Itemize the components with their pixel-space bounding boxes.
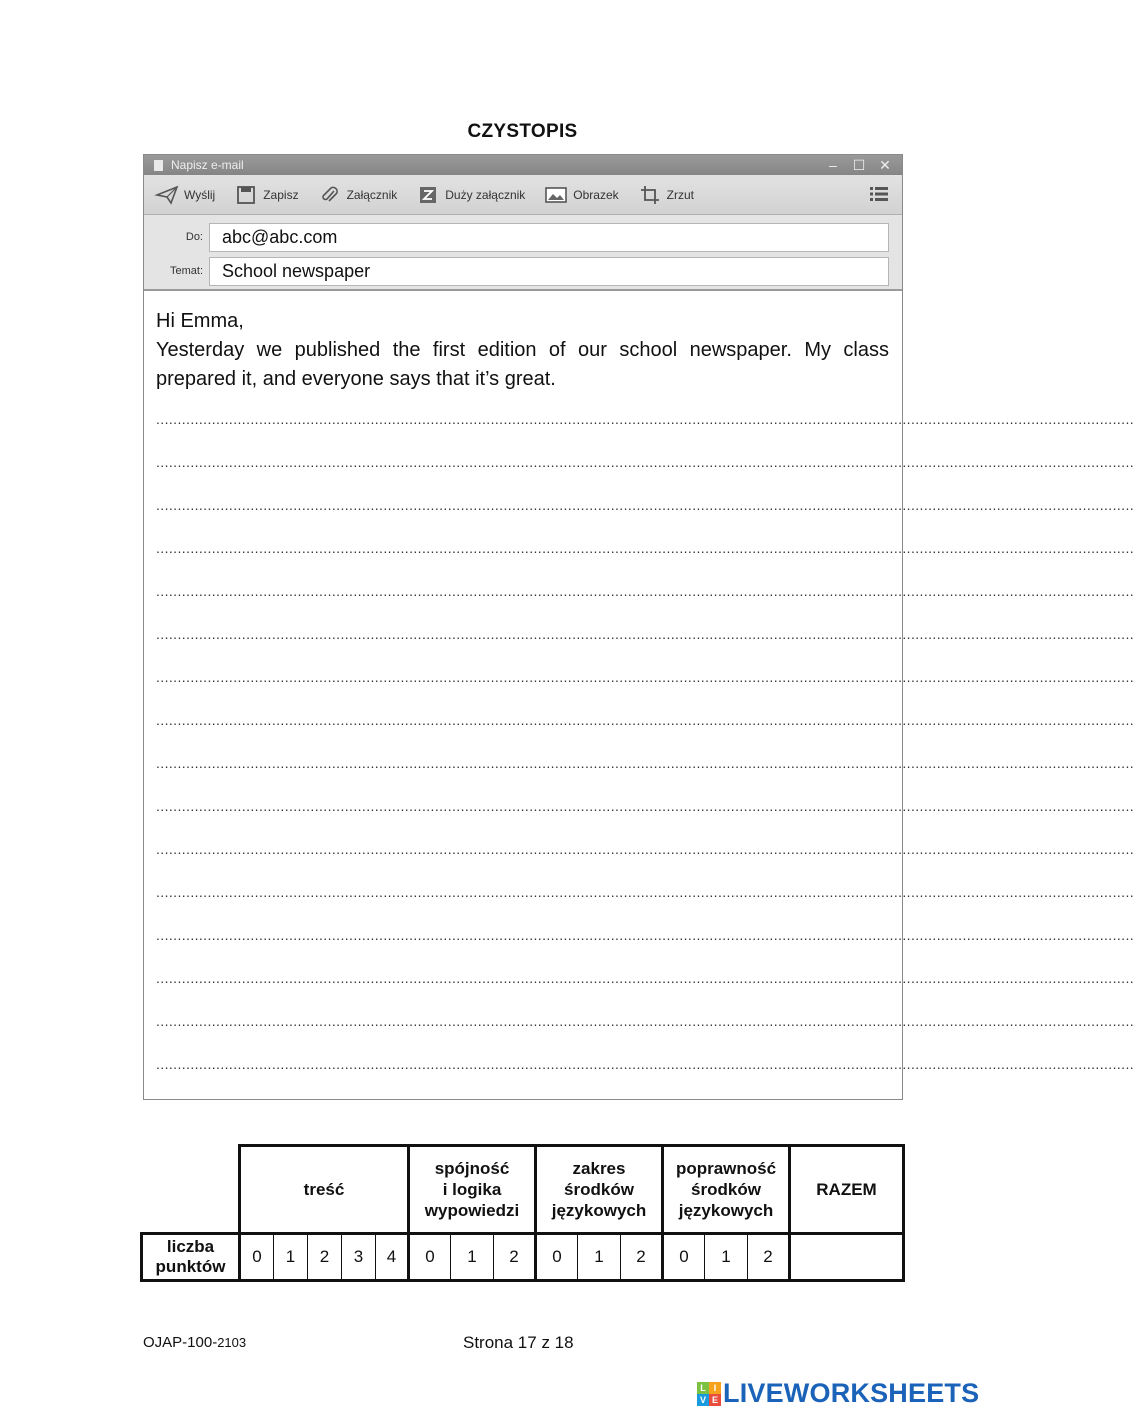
greeting-text: Hi Emma, [156, 310, 244, 332]
point-cell[interactable]: 2 [748, 1234, 790, 1281]
close-icon[interactable]: ✕ [879, 157, 891, 173]
writing-line[interactable]: .................................................................................................................................................................................................................................... [156, 755, 1134, 771]
logo-letter: E [709, 1394, 721, 1406]
points-row [142, 1234, 904, 1281]
total-cell[interactable] [790, 1234, 904, 1281]
minimize-icon[interactable]: – [829, 157, 837, 173]
point-cell[interactable]: 3 [342, 1234, 376, 1281]
writing-line[interactable]: .................................................................................................................................................................................................................................... [156, 712, 1134, 728]
writing-line[interactable]: .................................................................................................................................................................................................................................... [156, 454, 1134, 470]
menu-icon[interactable] [870, 186, 888, 207]
send-icon [156, 185, 178, 205]
send-button[interactable] [156, 185, 215, 205]
writing-line[interactable]: .................................................................................................................................................................................................................................... [156, 411, 1134, 427]
points-row-label: liczba punktów [142, 1234, 240, 1281]
writing-line[interactable]: .................................................................................................................................................................................................................................... [156, 798, 1134, 814]
writing-line[interactable]: .................................................................................................................................................................................................................................... [156, 669, 1134, 685]
email-body[interactable] [144, 291, 1134, 1086]
paperclip-icon [319, 185, 341, 205]
attachment-label: Załącznik [346, 187, 398, 202]
point-cell[interactable]: 1 [274, 1234, 308, 1281]
point-cell[interactable]: 0 [663, 1234, 705, 1281]
image-button[interactable] [545, 185, 618, 205]
header-razem: RAZEM [790, 1146, 904, 1234]
point-cell[interactable]: 2 [621, 1234, 663, 1281]
save-button[interactable] [235, 185, 298, 205]
writing-line[interactable]: .................................................................................................................................................................................................................................... [156, 927, 1134, 943]
window-title: Napisz e-mail [171, 158, 244, 172]
writing-line[interactable]: .................................................................................................................................................................................................................................... [156, 583, 1134, 599]
save-label: Zapisz [263, 187, 299, 202]
point-cell[interactable]: 0 [409, 1234, 451, 1281]
large-attachment-icon [417, 185, 439, 205]
screenshot-icon [639, 185, 661, 205]
writing-line[interactable]: .................................................................................................................................................................................................................................... [156, 1056, 1134, 1072]
body-paragraph: Yesterday we published the first edition of our school newspaper. My class prepared it, and everyone says that it’s great. [156, 339, 889, 390]
window-controls [826, 156, 892, 174]
screenshot-button[interactable] [639, 185, 694, 205]
header-tresc: treść [240, 1146, 409, 1234]
to-field[interactable]: abc@abc.com [209, 223, 889, 252]
large-attachment-label: Duży załącznik [445, 187, 526, 202]
scoring-table [140, 1144, 905, 1282]
point-cell[interactable]: 0 [536, 1234, 578, 1281]
attachment-button[interactable] [319, 185, 398, 205]
email-window [143, 154, 1134, 1100]
image-label: Obrazek [573, 187, 619, 202]
header-spojnosc: spójność i logika wypowiedzi [409, 1146, 536, 1234]
point-cell[interactable]: 0 [240, 1234, 274, 1281]
image-icon [545, 185, 567, 205]
point-cell[interactable]: 1 [705, 1234, 748, 1281]
large-attachment-button[interactable] [417, 185, 525, 205]
point-cell[interactable]: 4 [376, 1234, 409, 1281]
subject-row [144, 255, 902, 287]
window-titlebar [144, 155, 902, 175]
point-cell[interactable]: 1 [578, 1234, 621, 1281]
to-label: Do: [185, 231, 203, 243]
liveworksheets-brand [697, 1378, 979, 1409]
writing-line[interactable]: .................................................................................................................................................................................................................................... [156, 970, 1134, 986]
liveworksheets-logo [697, 1382, 721, 1406]
logo-letter: L [697, 1382, 709, 1394]
brand-text: LIVEWORKSHEETS [723, 1378, 980, 1408]
point-cell[interactable]: 2 [308, 1234, 342, 1281]
point-cell[interactable]: 2 [494, 1234, 536, 1281]
page-number: Strona 17 z 18 [463, 1333, 574, 1352]
logo-letter: V [697, 1394, 709, 1406]
logo-letter: I [709, 1382, 721, 1394]
to-row [144, 221, 902, 253]
email-header-fields [144, 215, 902, 291]
writing-lines[interactable] [156, 398, 1134, 1086]
save-icon [235, 185, 257, 205]
writing-line[interactable]: .................................................................................................................................................................................................................................... [156, 540, 1134, 556]
send-label: Wyślij [184, 187, 216, 202]
exam-code: OJAP-100-2103 [143, 1334, 247, 1351]
screenshot-label: Zrzut [666, 187, 694, 202]
header-zakres: zakres środków językowych [536, 1146, 663, 1234]
point-cell[interactable]: 1 [451, 1234, 494, 1281]
scoring-header-row [142, 1146, 904, 1234]
writing-line[interactable]: .................................................................................................................................................................................................................................... [156, 626, 1134, 642]
subject-field[interactable]: School newspaper [209, 257, 889, 286]
document-icon [154, 160, 163, 171]
page-title: CZYSTOPIS [467, 121, 578, 142]
maximize-icon[interactable]: ☐ [852, 157, 866, 173]
writing-line[interactable]: .................................................................................................................................................................................................................................... [156, 884, 1134, 900]
writing-line[interactable]: .................................................................................................................................................................................................................................... [156, 497, 1134, 513]
writing-line[interactable]: .................................................................................................................................................................................................................................... [156, 841, 1134, 857]
subject-label: Temat: [169, 265, 203, 277]
header-poprawnosc: poprawność środków językowych [663, 1146, 790, 1234]
writing-line[interactable]: .................................................................................................................................................................................................................................... [156, 1013, 1134, 1029]
email-toolbar [144, 175, 902, 215]
